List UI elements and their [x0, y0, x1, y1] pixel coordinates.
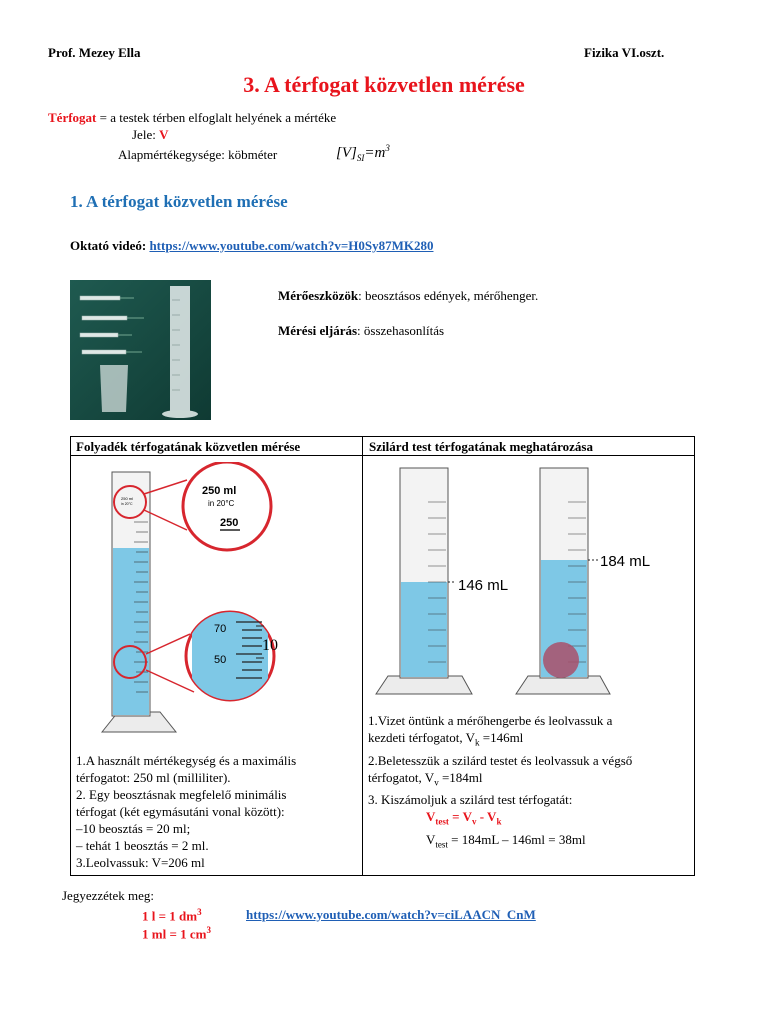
right-text-part: kezdeti térfogatot, V	[368, 730, 475, 745]
right-text-sub: v	[434, 777, 439, 788]
formula-sub: k	[496, 816, 502, 827]
zoom-bottom-side-label: 10	[262, 637, 278, 654]
method-text: : összehasonlítás	[357, 323, 445, 338]
right-text-part: =146ml	[479, 730, 524, 745]
result-part: V	[426, 831, 436, 847]
right-text-line-3: 2.Beletesszük a szilárd testet és leolvassuk a végső	[368, 752, 633, 768]
equation-text: 1 l = 1 dm	[142, 908, 198, 924]
left-text-line: 1.A használt mértékegység és a maximális	[76, 753, 297, 768]
instruments-illustration	[70, 280, 211, 420]
formula-part: = V	[448, 809, 472, 825]
left-text-line: 2. Egy beosztásnak megfelelő minimális	[76, 787, 287, 802]
formula-sub: SI	[356, 153, 365, 163]
section-title: 1. A térfogat közvetlen mérése	[70, 192, 288, 211]
formula-sup: 3	[385, 143, 390, 153]
equation-sup: 3	[197, 907, 202, 917]
displacement-figure	[368, 462, 690, 702]
notes-video-link[interactable]: https://www.youtube.com/watch?v=ciLAACN_CnM	[246, 907, 536, 922]
table-header-divider	[70, 455, 694, 456]
zoom-top-text-1: 250 ml	[202, 485, 237, 497]
author-name: Prof. Mezey Ella	[48, 45, 141, 60]
left-text-line: térfogat (két egymásutáni vonal között):	[76, 804, 285, 819]
formula-sub: v	[471, 816, 477, 827]
right-text-part: =184ml	[438, 769, 483, 785]
symbol-line	[132, 127, 168, 143]
left-column-header: Folyadék térfogatának közvetlen mérése	[76, 439, 301, 454]
right-text-line-1: 1.Vizet öntünk a mérőhengerbe és leolvassuk a	[368, 713, 613, 728]
video-label: Oktató videó:	[70, 238, 150, 253]
graduated-cylinder-figure	[90, 462, 330, 752]
video-line	[70, 238, 433, 254]
result-sub: test	[435, 839, 448, 850]
formula-part: - V	[476, 809, 497, 825]
unit-formula	[336, 143, 390, 163]
unit-label: Alapmértékegysége: köbméter	[118, 147, 278, 162]
tools-text: : beosztásos edények, mérőhenger.	[358, 288, 539, 303]
symbol-label: Jele:	[132, 127, 160, 142]
zoom-bottom-50: 50	[214, 654, 227, 666]
definition-line	[48, 110, 336, 126]
reading-184-label: 184 mL	[600, 553, 651, 570]
right-text-sub: k	[474, 737, 480, 748]
note-liter-equation	[142, 907, 202, 924]
note-ml-equation	[142, 925, 211, 942]
tools-label: Mérőeszközök	[278, 288, 359, 303]
right-text-line-5: 3. Kiszámoljuk a szilárd test térfogatát:	[368, 792, 573, 808]
left-text-line: –10 beosztás = 20 ml;	[76, 821, 191, 836]
solid-object	[543, 642, 579, 678]
tools-line	[278, 288, 538, 304]
formula-left: [V]	[336, 145, 357, 161]
zoom-bottom-70: 70	[214, 623, 227, 635]
left-text-line: térfogatot: 250 ml (milliliter).	[76, 770, 231, 785]
volume-result	[368, 831, 690, 854]
formula-part: V	[426, 809, 436, 825]
right-text-line-2	[368, 729, 690, 752]
equation-text: 1 ml = 1 cm	[142, 926, 207, 942]
video-link[interactable]: https://www.youtube.com/watch?v=H0Sy87MK280	[149, 238, 434, 253]
volume-formula	[368, 808, 690, 831]
zoom-top-text-2: in 20°C	[208, 499, 235, 508]
right-text-part: térfogatot, V	[368, 769, 435, 785]
formula-right: =m	[364, 145, 386, 161]
notes-label: Jegyezzétek meg:	[62, 888, 155, 903]
equation-sup: 3	[206, 925, 211, 935]
definition-text: = a testek térben elfoglalt helyének a mértéke	[96, 110, 337, 125]
page-title: 3. A térfogat közvetlen mérése	[243, 72, 525, 97]
cyl-label-sub: in 20°C	[121, 502, 133, 506]
right-column-header: Szilárd test térfogatának meghatározása	[369, 439, 593, 454]
symbol-value: V	[159, 127, 169, 142]
result-part: = 184mL – 146ml = 38ml	[447, 831, 586, 847]
left-text-line: 3.Leolvassuk: V=206 ml	[76, 855, 205, 870]
instruments-photo	[70, 280, 211, 420]
definition-term: Térfogat	[48, 110, 97, 125]
right-text-line-4	[368, 769, 690, 792]
zoom-top-text-3: 250	[220, 517, 239, 529]
method-label: Mérési eljárás	[278, 323, 358, 338]
right-explanation	[368, 712, 690, 853]
reading-146-label: 146 mL	[458, 577, 509, 594]
method-line	[278, 323, 444, 339]
cyl-label-top: 250 ml	[121, 496, 134, 501]
left-explanation	[76, 752, 358, 871]
course-name: Fizika VI.oszt.	[584, 45, 665, 60]
left-text-line: – tehát 1 beosztás = 2 ml.	[76, 838, 209, 853]
formula-sub: test	[435, 816, 449, 827]
